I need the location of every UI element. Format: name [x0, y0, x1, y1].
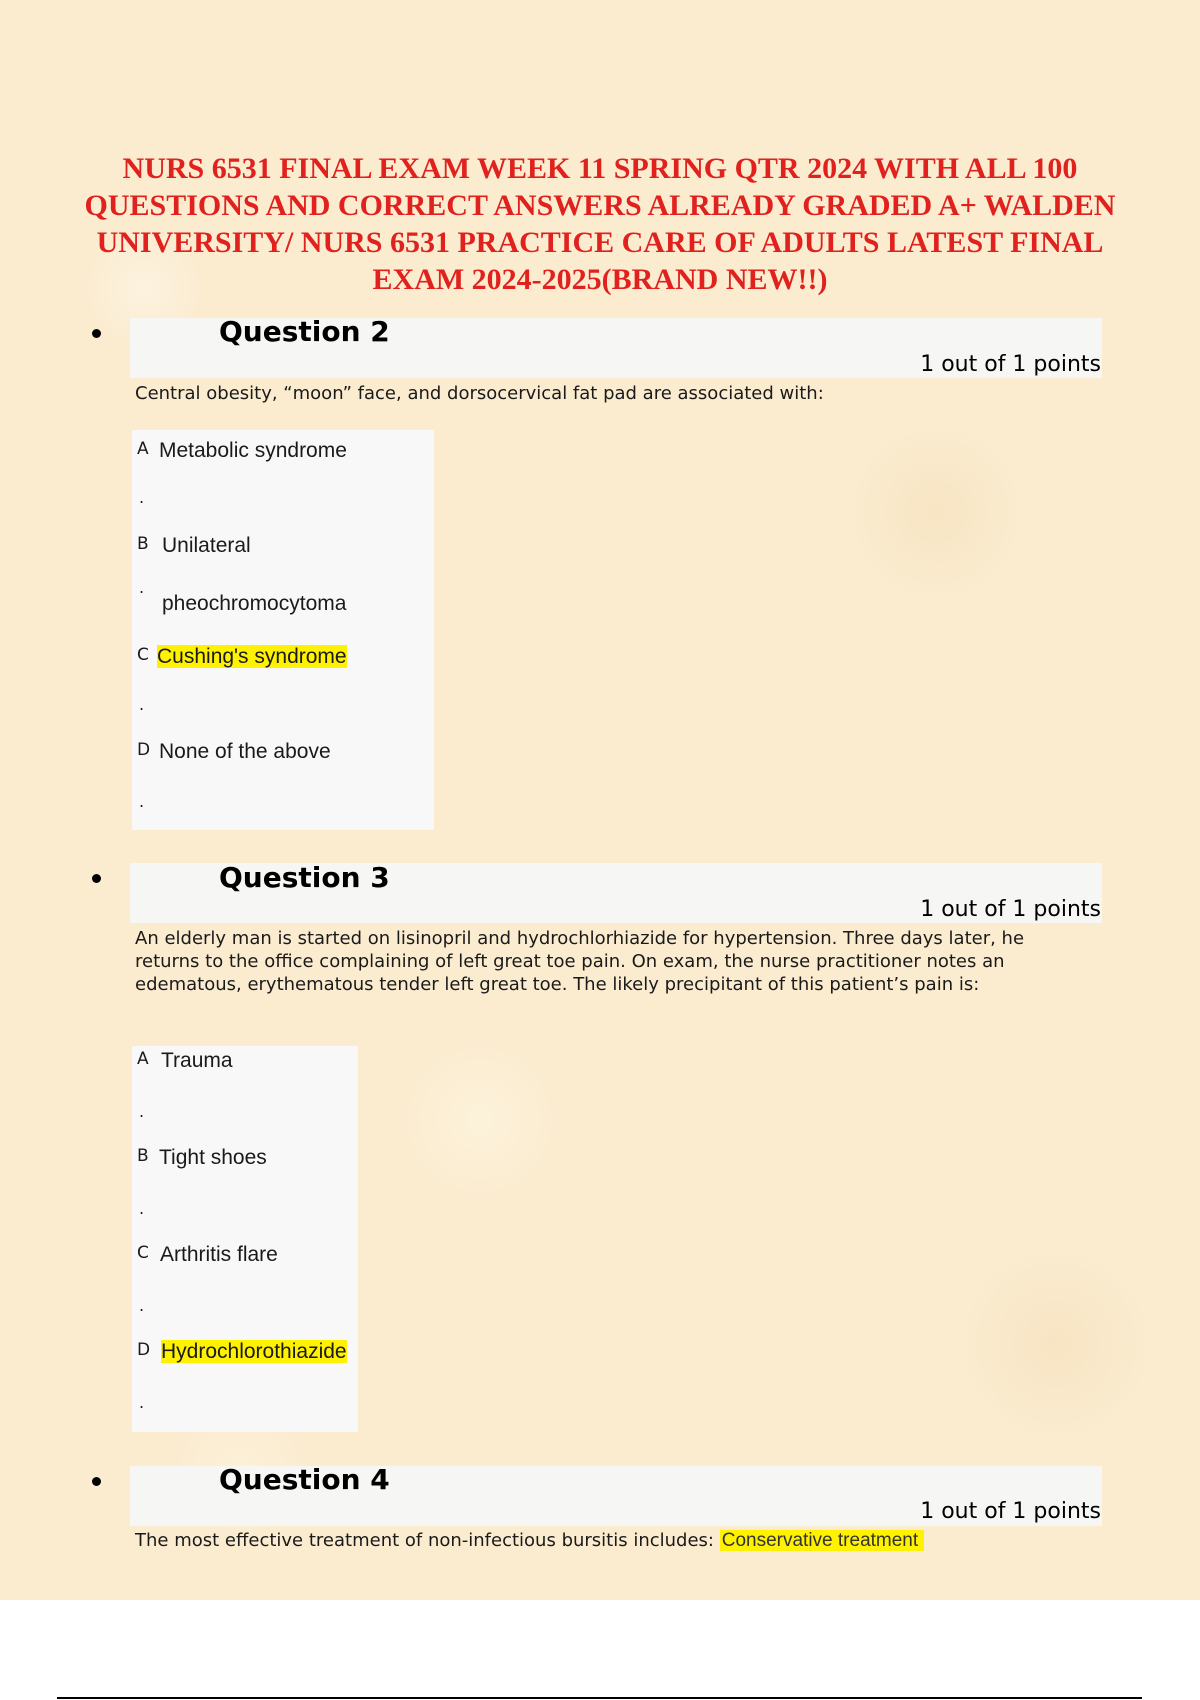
option-marker: .: [139, 1296, 145, 1315]
option-letter: A: [137, 1049, 149, 1069]
option-text: Tight shoes: [159, 1146, 267, 1169]
option-letter: D: [137, 1340, 151, 1360]
option-letter: A: [137, 439, 149, 459]
option-b[interactable]: [137, 1143, 267, 1171]
bullet-icon: [92, 329, 101, 338]
option-marker: .: [139, 792, 145, 811]
option-letter: B: [137, 534, 149, 554]
option-marker: .: [139, 578, 145, 597]
question-text: Central obesity, “moon” face, and dorsocervical fat pad are associated with:: [135, 383, 824, 404]
option-a[interactable]: [137, 436, 347, 464]
option-text-highlighted: Hydrochlorothiazide: [161, 1340, 347, 1363]
option-letter: D: [137, 740, 151, 760]
answer-highlighted: Conservative treatment: [720, 1530, 924, 1551]
option-text: Arthritis flare: [160, 1243, 278, 1266]
option-marker: .: [139, 488, 145, 507]
option-marker: .: [139, 1199, 145, 1218]
option-d[interactable]: [137, 737, 331, 765]
option-text: None of the above: [159, 740, 331, 763]
question-text-body: The most effective treatment of non-infectious bursitis includes:: [135, 1530, 714, 1551]
question-title: Question 2: [219, 315, 390, 348]
option-text: Unilateral: [162, 534, 251, 557]
option-marker: .: [139, 695, 145, 714]
question-points: 1 out of 1 points: [920, 352, 1101, 377]
question-points: 1 out of 1 points: [920, 1499, 1101, 1524]
document-title: NURS 6531 FINAL EXAM WEEK 11 SPRING QTR 2024 WITH ALL 100 QUESTIONS AND CORRECT ANSWERS ALREADY GRADED A+ WALDEN UNIVERSITY/ NURS 6531 PRACTICE CARE OF ADULTS LATEST FINAL EXAM 2024-2025(BRAND NEW!!): [84, 152, 1116, 296]
option-letter: C: [137, 645, 149, 665]
option-b[interactable]: [137, 531, 251, 559]
bullet-icon: [92, 1477, 101, 1486]
question-text: An elderly man is started on lisinopril and hydrochlorhiazide for hypertension. Three days later, he returns to the office complaining of left great toe pain. On exam, the nurse practitioner notes an edematous, erythematous tender left great toe. The likely precipitant of this patient’s pain is:: [135, 928, 1025, 995]
footer-divider: [57, 1697, 1142, 1699]
option-text-continuation: pheochromocytoma: [162, 592, 347, 615]
option-text: Metabolic syndrome: [159, 439, 347, 462]
bullet-icon: [92, 874, 101, 883]
options-panel: [132, 1046, 358, 1432]
question-text: [135, 1529, 1115, 1552]
option-d[interactable]: [137, 1337, 347, 1365]
option-letter: C: [137, 1243, 149, 1263]
question-title: Question 3: [219, 861, 390, 894]
option-b-continuation: [162, 591, 346, 617]
option-marker: .: [139, 1393, 145, 1412]
option-marker: .: [139, 1102, 145, 1121]
option-c[interactable]: [137, 1240, 278, 1268]
options-panel: [132, 430, 434, 830]
question-title: Question 4: [219, 1463, 390, 1496]
question-points: 1 out of 1 points: [920, 897, 1101, 922]
option-c[interactable]: [137, 642, 347, 670]
option-text-highlighted: Cushing's syndrome: [157, 645, 347, 668]
option-letter: B: [137, 1146, 149, 1166]
option-a[interactable]: [137, 1046, 233, 1074]
option-text: Trauma: [161, 1049, 233, 1072]
